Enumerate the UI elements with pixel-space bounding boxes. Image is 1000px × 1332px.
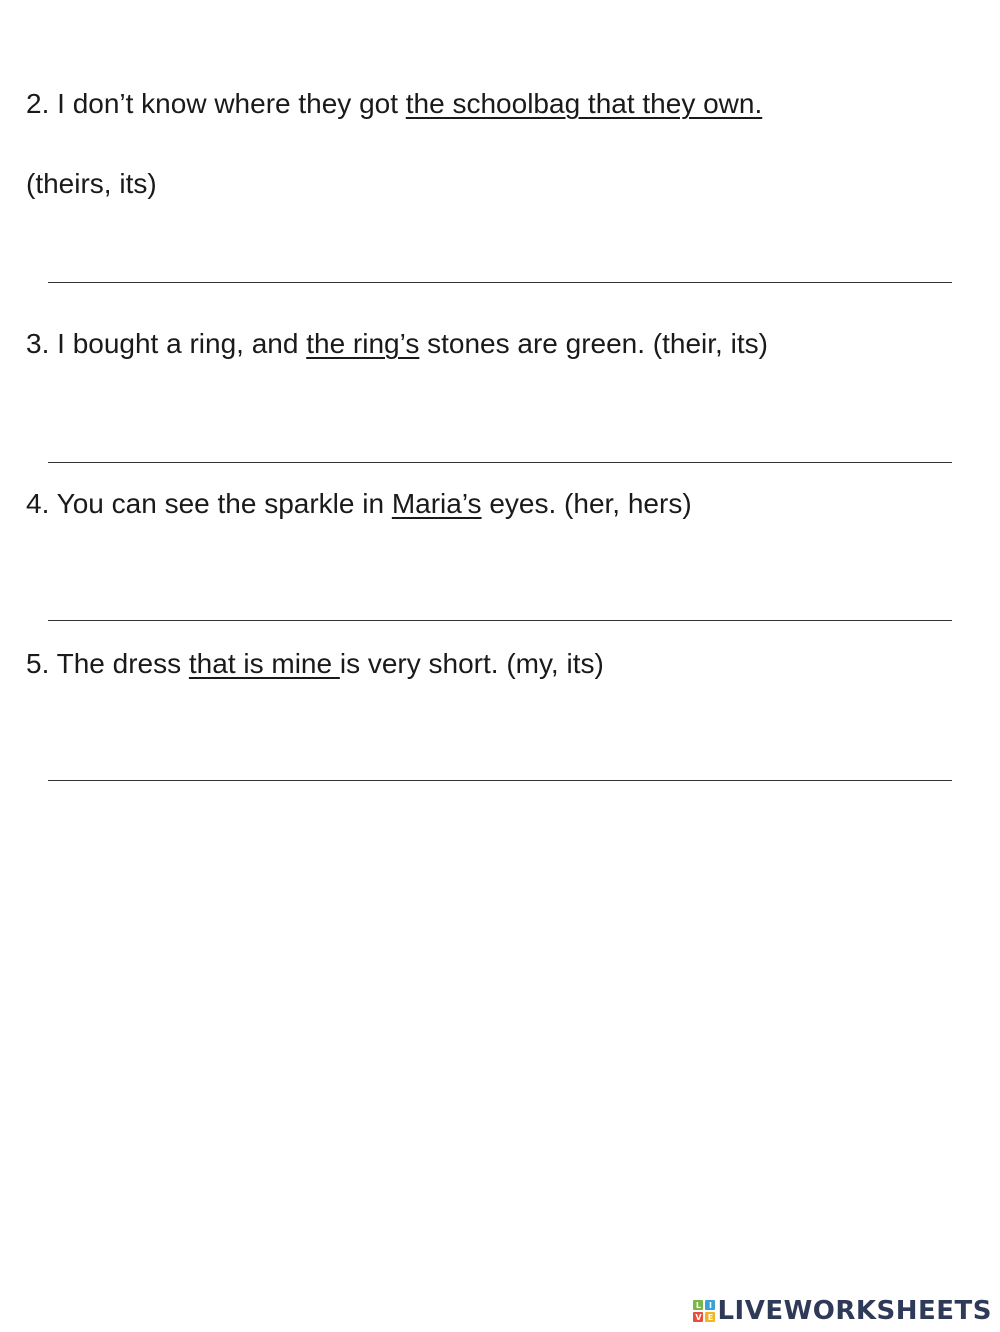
question-4 (26, 486, 692, 522)
question-5-underlined-phrase: that is mine (188, 648, 340, 679)
answer-line-4[interactable] (48, 620, 952, 621)
logo-letter-l: L (693, 1300, 703, 1310)
brand-name: LIVEWORKSHEETS (717, 1296, 992, 1326)
question-3 (26, 326, 768, 362)
question-4-text: 4. You can see the sparkle in (26, 488, 392, 519)
question-5 (26, 646, 604, 682)
liveworksheets-logo-icon (693, 1300, 715, 1322)
question-3-underlined-phrase: the ring’s (306, 328, 420, 359)
question-5-after: is very short. (my, its) (339, 648, 604, 679)
question-2-options: (theirs, its) (26, 168, 157, 199)
question-5-text: 5. The dress (26, 648, 189, 679)
question-4-underlined-phrase: Maria’s (391, 488, 482, 519)
question-2-underlined-phrase: the schoolbag that they own. (405, 88, 763, 119)
answer-line-2[interactable] (48, 282, 952, 283)
logo-letter-i: I (705, 1300, 715, 1310)
question-4-after: eyes. (her, hers) (481, 488, 692, 519)
question-2-text: 2. I don’t know where they got (26, 88, 406, 119)
liveworksheets-brand (693, 1296, 992, 1326)
logo-letter-e: E (705, 1312, 715, 1322)
answer-line-5[interactable] (48, 780, 952, 781)
logo-letter-v: V (695, 1312, 702, 1322)
question-3-after: stones are green. (their, its) (419, 328, 768, 359)
question-2 (26, 86, 762, 122)
answer-line-3[interactable] (48, 462, 952, 463)
question-3-text: 3. I bought a ring, and (26, 328, 307, 359)
